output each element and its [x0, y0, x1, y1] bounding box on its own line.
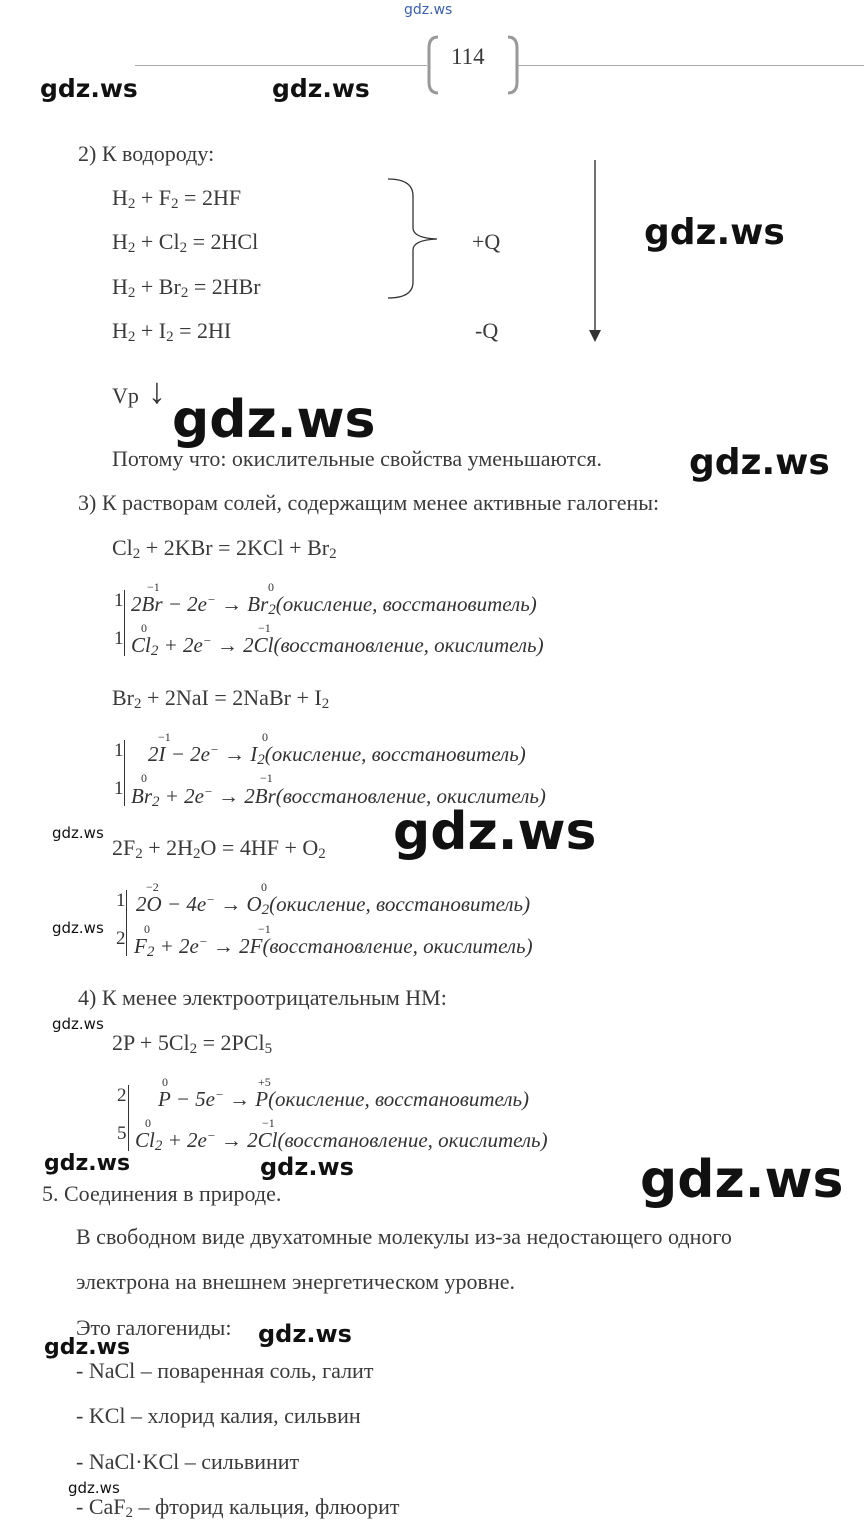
half-reaction-note: (окисление, восстановитель): [264, 742, 526, 766]
half-reaction: $2Br - 2e^- \to Br_2(окисление$, восстановитель): [131, 592, 537, 618]
watermark: gdz.ws: [52, 1015, 104, 1033]
half-reaction-divider: [124, 740, 125, 806]
section4-heading: 4) К менее электроотрицательным НМ:: [78, 985, 447, 1010]
header-rule-right: [518, 65, 864, 66]
section5-line2: электрона на внешнем энергетическом уровне.: [76, 1269, 515, 1294]
oxidation-state: 0: [141, 621, 147, 635]
coefficient: 2: [117, 1085, 127, 1106]
coefficient: 5: [117, 1123, 127, 1144]
page-number: 114: [451, 44, 485, 69]
oxidation-state: 0: [144, 922, 150, 936]
oxidation-state: −1: [262, 1116, 275, 1130]
section5-heading: 5. Соединения в природе.: [42, 1181, 282, 1206]
equation-br2-nai: $Br_2 + 2NaI$ = 2NaBr + $I_2$: [112, 685, 330, 712]
oxidation-state: −1: [258, 621, 271, 635]
watermark: gdz.ws: [272, 74, 370, 103]
half-reaction-note: (окисление, восстановитель): [268, 1087, 530, 1111]
oxidation-state: 0: [268, 580, 274, 594]
watermark: gdz.ws: [644, 212, 785, 253]
watermark: gdz.ws: [689, 442, 830, 483]
coefficient: 1: [114, 740, 124, 761]
oxidation-state: −1: [147, 580, 160, 594]
mineral-item: - KCl – хлорид калия, сильвин: [76, 1403, 361, 1428]
mineral-item: - NaCl – поваренная соль, галит: [76, 1358, 374, 1383]
right-brace: [385, 176, 445, 302]
half-reaction: $F_2 + 2e^-$ → 2F(восстановление, окислитель): [134, 934, 533, 960]
coefficient: 1: [116, 890, 126, 911]
half-reaction: $2O - 4e^- \to O_2(окисление$, восстановитель): [136, 892, 531, 918]
coefficient: 1: [114, 628, 124, 649]
section2-heading: 2) К водороду:: [78, 141, 215, 166]
half-reaction: $Br_2 + 2e^-$ → 2Br(восстановление, окислитель): [131, 784, 546, 810]
half-reaction: $Cl_2 + 2e^-$ → 2Cl(восстановление, окислитель): [131, 633, 544, 659]
header-rule-left: [135, 65, 427, 66]
oxidation-state: 0: [141, 771, 147, 785]
equation-h2-f2: $H_2 + F_2 = 2HF$: [112, 185, 242, 212]
coefficient: 1: [114, 778, 124, 799]
watermark: gdz.ws: [258, 1320, 352, 1348]
watermark: gdz.ws: [52, 919, 104, 937]
oxidation-state: 0: [262, 730, 268, 744]
half-reaction-note: (восстановление, окислитель): [273, 633, 544, 657]
half-reaction-note: (окисление, восстановитель): [269, 892, 531, 916]
vp-label: Vp: [112, 383, 139, 408]
oxidation-state: +5: [258, 1075, 271, 1089]
half-reaction-divider: [124, 590, 125, 656]
equation-h2-cl2: $H_2 + Cl_2 = 2HCl$: [112, 229, 259, 256]
oxidation-state: −2: [146, 880, 159, 894]
minus-q-label: -Q: [475, 318, 499, 343]
watermark: gdz.ws: [393, 802, 597, 862]
oxidation-state: 0: [261, 880, 267, 894]
watermark: gdz.ws: [44, 1151, 131, 1176]
oxidation-state: 0: [162, 1075, 168, 1089]
reason-text: Потому что: окислительные свойства уменьшаются.: [112, 446, 602, 471]
oxidation-state: 0: [145, 1116, 151, 1130]
section3-heading: 3) К растворам солей, содержащим менее активные галогены:: [78, 490, 660, 515]
watermark: gdz.ws: [52, 824, 104, 842]
watermark: gdz.ws: [640, 1150, 844, 1210]
section5-line3: Это галогениды:: [76, 1315, 232, 1340]
watermark: gdz.ws: [172, 390, 376, 450]
equation-f2-h2o: $2F_2 + 2H_2O = 4HF + O_2$: [112, 835, 326, 862]
equation-cl2-kbr: $Cl_2 + 2KBr = 2KCl + Br_2$: [112, 535, 337, 562]
watermark-top: gdz.ws: [404, 2, 453, 18]
mineral-item: - NaCl·KCl – сильвинит: [76, 1449, 300, 1474]
coefficient: 1: [114, 590, 124, 611]
half-reaction-note: (восстановление, окислитель): [275, 784, 546, 808]
half-reaction-divider: [126, 890, 127, 956]
equation-p-cl2: $2P + 5Cl_2 = 2PCl_5$: [112, 1030, 273, 1057]
watermark: gdz.ws: [40, 74, 138, 103]
down-arrow-icon: ↓: [148, 371, 166, 411]
half-reaction: P − 5e− → P(окисление, восстановитель): [158, 1087, 530, 1111]
plus-q-label: +Q: [472, 229, 501, 254]
half-reaction-note: (восстановление, окислитель): [262, 934, 533, 958]
watermark: gdz.ws: [44, 1335, 131, 1360]
half-reaction: $Cl_2 + 2e^-$ → 2Cl(восстановление, окислитель): [135, 1128, 548, 1154]
half-reaction-note: (восстановление, окислитель): [277, 1128, 548, 1152]
oxidation-state: −1: [158, 730, 171, 744]
equation-h2-i2: $H_2 + I_2 = 2HI$: [112, 318, 232, 345]
half-reaction: $2I - 2e^- \to I_2(окисление$, восстановитель): [148, 742, 526, 768]
long-down-arrow: [586, 160, 604, 344]
mineral-item-text: – фторид кальция, флюорит: [133, 1494, 400, 1519]
half-reaction-divider: [128, 1085, 129, 1151]
watermark: gdz.ws: [68, 1479, 120, 1497]
oxidation-state: −1: [258, 922, 271, 936]
oxidation-state: −1: [260, 771, 273, 785]
mineral-item: - CaF$_2$ – фторид кальция, флюорит: [76, 1494, 400, 1521]
half-reaction-note: (окисление, восстановитель): [275, 592, 537, 616]
watermark: gdz.ws: [260, 1153, 354, 1181]
equation-h2-br2: $H_2 + Br_2 = 2HBr$: [112, 274, 261, 301]
section5-line1: В свободном виде двухатомные молекулы из-за недостающего одного: [76, 1224, 732, 1249]
coefficient: 2: [116, 928, 126, 949]
